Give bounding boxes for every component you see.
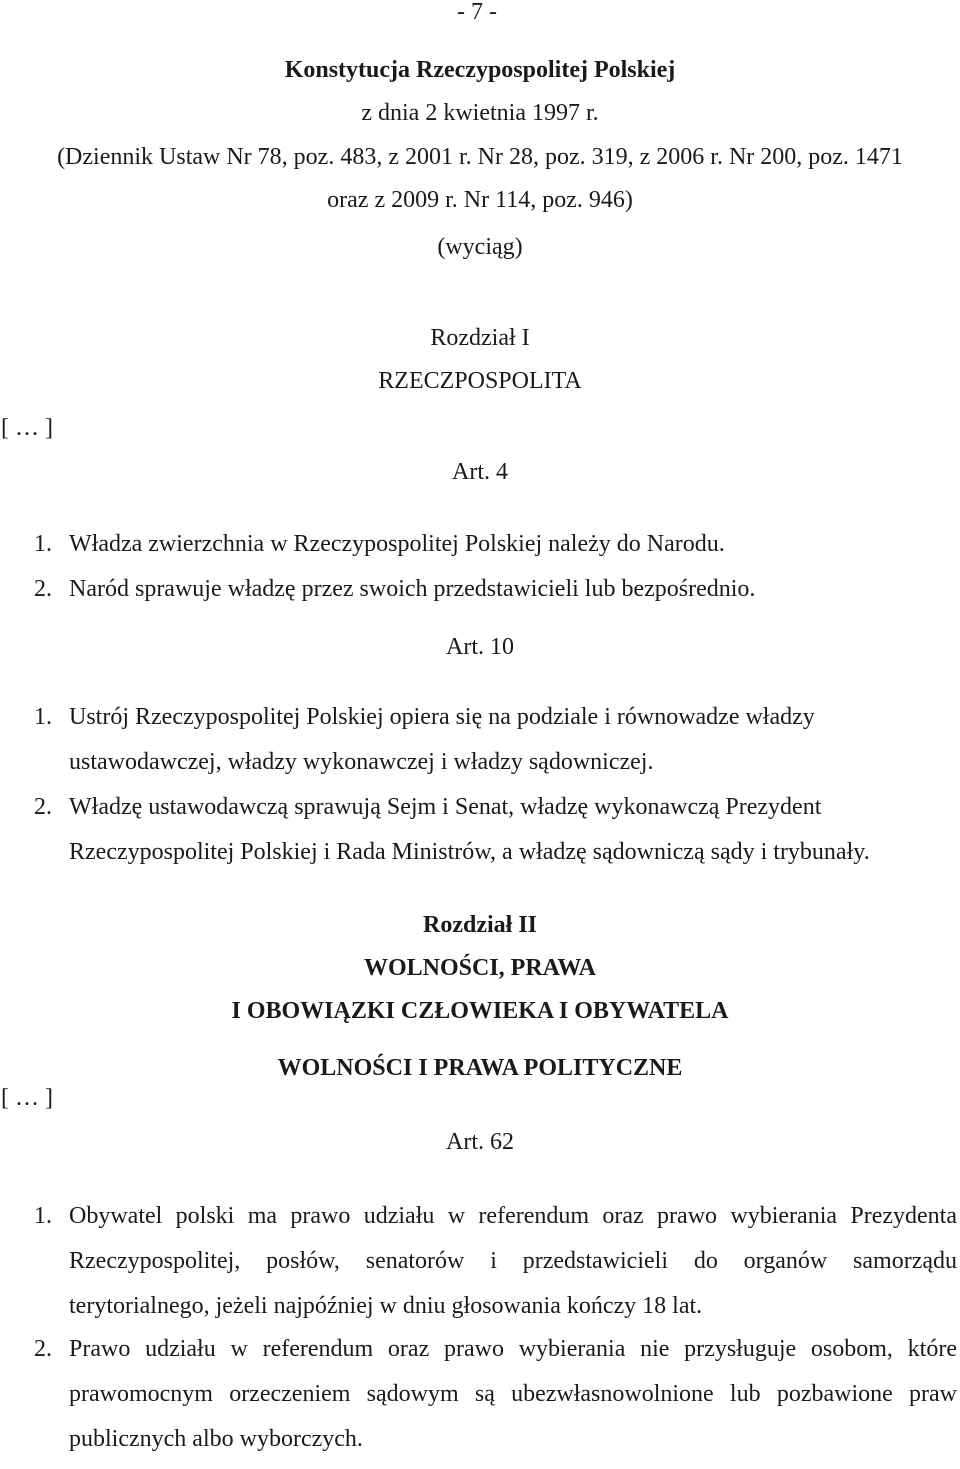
chapter-1-label: Rozdział I bbox=[430, 325, 530, 351]
article-4-item-2-text: Naród sprawuje władzę przez swoich przedstawicieli lub bezpośrednio. bbox=[69, 576, 756, 602]
section-heading: WOLNOŚCI I PRAWA POLITYCZNE bbox=[277, 1055, 683, 1081]
article-10-item-1-number: 1. bbox=[34, 704, 52, 730]
article-10-item-1 bbox=[69, 702, 957, 792]
article-62-heading: Art. 62 bbox=[446, 1129, 514, 1155]
article-62-item-2-line-2: prawomocnym orzeczeniem sądowym są ubezwłasnowolnione lub pozbawione praw bbox=[69, 1381, 957, 1407]
omission-mark-2: [ … ] bbox=[1, 1085, 53, 1111]
page-number: - 7 - bbox=[457, 0, 497, 25]
article-4-heading: Art. 4 bbox=[452, 459, 508, 485]
article-62-item-2-line-3: publicznych albo wyborczych. bbox=[69, 1426, 363, 1452]
document-source-line-2: oraz z 2009 r. Nr 114, poz. 946) bbox=[327, 187, 633, 213]
article-62-item-1-line-2: Rzeczypospolitej, posłów, senatorów i przedstawicieli do organów samorządu bbox=[69, 1248, 957, 1274]
article-62-item-2-line-1: Prawo udziału w referendum oraz prawo wybierania nie przysługuje osobom, które bbox=[69, 1336, 957, 1362]
article-62-item-2-number: 2. bbox=[34, 1336, 52, 1362]
article-10-item-2 bbox=[69, 792, 957, 882]
chapter-2-label: Rozdział II bbox=[423, 912, 537, 938]
chapter-1-name: RZECZPOSPOLITA bbox=[378, 368, 582, 394]
article-10-item-1-line-2: ustawodawczej, władzy wykonawczej i władzy sądowniczej. bbox=[69, 749, 654, 775]
document-extract-note: (wyciąg) bbox=[437, 234, 523, 260]
article-4-item-1 bbox=[69, 529, 957, 574]
article-4-item-2 bbox=[69, 574, 957, 619]
article-62-item-1-line-3: terytorialnego, jeżeli najpóźniej w dniu głosowania kończy 18 lat. bbox=[69, 1293, 703, 1319]
article-62-item-1-line-1: Obywatel polski ma prawo udziału w referendum oraz prawo wybierania Prezydenta bbox=[69, 1203, 957, 1229]
article-10-item-1-line-1: Ustrój Rzeczypospolitej Polskiej opiera się na podziale i równowadze władzy bbox=[69, 704, 815, 730]
document-source-line-1: (Dziennik Ustaw Nr 78, poz. 483, z 2001 r. Nr 28, poz. 319, z 2006 r. Nr 200, poz. 1471 bbox=[57, 144, 903, 170]
omission-mark-1: [ … ] bbox=[1, 415, 53, 441]
document-title: Konstytucja Rzeczypospolitej Polskiej bbox=[284, 57, 676, 83]
article-4-item-2-number: 2. bbox=[34, 576, 52, 602]
chapter-2-name-line-1: WOLNOŚCI, PRAWA bbox=[363, 955, 597, 981]
article-62-item-1 bbox=[69, 1201, 957, 1336]
article-4-item-1-number: 1. bbox=[34, 531, 52, 557]
article-62-item-2 bbox=[69, 1334, 957, 1469]
article-10-item-2-line-1: Władzę ustawodawczą sprawują Sejm i Senat, władzę wykonawczą Prezydent bbox=[69, 794, 822, 820]
article-10-item-2-number: 2. bbox=[34, 794, 52, 820]
chapter-2-name-line-2: I OBOWIĄZKI CZŁOWIEKA I OBYWATELA bbox=[231, 998, 729, 1024]
article-4-item-1-text: Władza zwierzchnia w Rzeczypospolitej Polskiej należy do Narodu. bbox=[69, 531, 725, 557]
article-62-item-1-number: 1. bbox=[34, 1203, 52, 1229]
article-10-item-2-line-2: Rzeczypospolitej Polskiej i Rada Ministrów, a władzę sądowniczą sądy i trybunały. bbox=[69, 839, 870, 865]
article-10-heading: Art. 10 bbox=[446, 634, 514, 660]
document-date: z dnia 2 kwietnia 1997 r. bbox=[361, 100, 599, 126]
